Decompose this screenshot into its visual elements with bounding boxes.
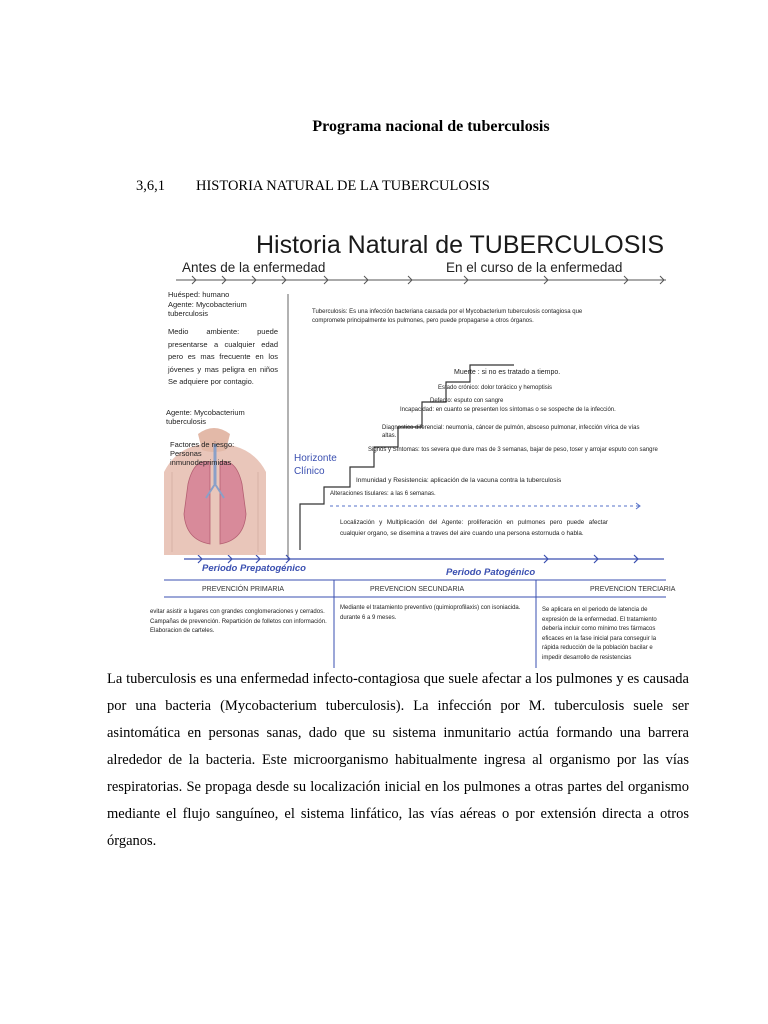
stair-tissue: Alteraciones tisulares: a las 6 semanas.: [330, 491, 436, 497]
stair-immunity: Inmunidad y Resistencia: aplicación de la vacuna contra la tuberculosis: [356, 477, 562, 484]
stair-defect: Defecto: esputo con sangre: [430, 398, 504, 404]
host-text: Huésped: humano: [168, 290, 230, 299]
definition-text: Tuberculosis: Es una infección bacteriana causada por el Mycobacterium tuberculosis contagiosa que compromete principalmente los pulmones, pero puede propagarse a otros órganos.: [312, 309, 583, 324]
prevention-primary-header: PREVENCIÓN PRIMARIA: [202, 586, 285, 593]
stair-chronic: Estado crónico: dolor torácico y hemoptisis: [438, 385, 553, 391]
section-title: HISTORIA NATURAL DE LA TUBERCULOSIS: [196, 178, 490, 194]
agent-text: Agente: Mycobacterium tuberculosis: [168, 300, 247, 318]
stair-diagnosis: Diagnostico diferencial: neumonía, cáncer de pulmón, absceso pulmonar, infección vírica de vías altas.: [382, 425, 640, 439]
localization-text: Localización y Multiplicación del Agente: proliferación en pulmones pero puede afectar cualquier organo, se disemina a traves del aire cuando una persona estornuda o habla.: [340, 519, 608, 537]
stair-death: Muerte : si no es tratado a tiempo.: [454, 369, 561, 376]
stair-signs: Signos y Síntomas: tos severa que dure mas de 3 semanas, bajar de peso, toser y arrojar esputo con sangre: [368, 447, 658, 453]
prepathogenic-period-label: Periodo Prepatogénico: [202, 563, 306, 574]
section-number: 3,6,1: [136, 178, 165, 194]
environment-text: Medio ambiente: puede presentarse a cualquier edad pero es mas frecuente en los jóvenes y mas peligra en niños Se adquiere por contagio.: [168, 327, 278, 386]
prevention-tertiary-header: PREVENCION TERCIARIA: [590, 586, 676, 593]
prevention-secondary-text: Mediante el tratamiento preventivo (quimioprofilaxis) con isoniacida. durante 6 a 9 meses.: [340, 605, 521, 621]
prevention-tertiary-text: Se aplicara en el periodo de latencia de expresión de la enfermedad. El tratamiento debería incluir como mínimo tres fármacos eficaces en la fase inicial para conseguir la rápida reducción de la población bacilar e impedir desarrollo de resistencias: [542, 607, 657, 661]
agent2-text: Agente: Mycobacterium tuberculosis: [166, 408, 245, 426]
risk-factors-text: Factores de riesgo: Personas inmunodeprimidas: [170, 440, 235, 467]
prevention-primary-text: evitar asistir a lugares con grandes conglomeraciones y cerrados. Campañas de prevención. Repartición de folletos con información. Elaboracion de carteles.: [150, 609, 327, 634]
prevention-secondary-header: PREVENCION SECUNDARIA: [370, 586, 465, 593]
during-disease-label: En el curso de la enfermedad: [446, 260, 623, 275]
page-title: Programa nacional de tuberculosis: [312, 118, 550, 135]
pathogenic-period-label: Periodo Patogénico: [446, 567, 536, 578]
before-disease-label: Antes de la enfermedad: [182, 260, 326, 275]
clinical-horizon-label: Horizonte Clínico: [294, 453, 337, 477]
body-paragraph: La tuberculosis es una enfermedad infecto-contagiosa que suele afectar a los pulmones y es causada por una bacteria (Mycobacterium tuberculosis). La infección por M. tuberculosis suele ser asintomática en personas sanas, dado que su sistema inmunitario actúa formando una barrera alrededor de la bacteria. Este microorganismo habitualmente ingresa al organismo por las vías respiratorias. Se propaga desde su localización inicial en los pulmones a otras partes del organismo mediante el flujo sanguíneo, el sistema linfático, las vías aéreas o por extensión directa a otros órganos.: [107, 671, 689, 849]
stair-disability: Incapacidad: en cuanto se presenten los síntomas o se sospeche de la infección.: [400, 407, 616, 413]
figure-title: Historia Natural de TUBERCULOSIS: [256, 231, 665, 259]
natural-history-figure: [150, 222, 676, 668]
